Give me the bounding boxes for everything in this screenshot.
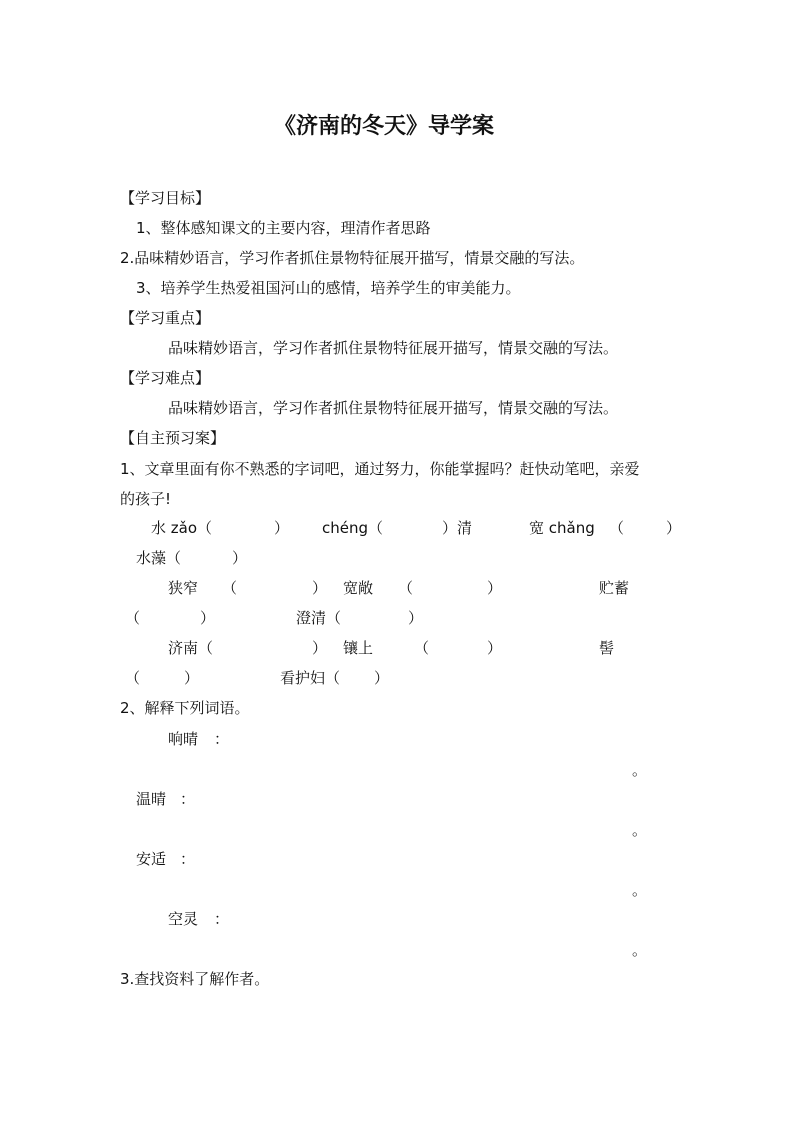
term-colon: ：	[180, 790, 196, 808]
blank-cheng-close: ）清	[442, 519, 473, 537]
blank-shui-zao-close: ）	[274, 519, 290, 537]
question-1-line-1: 1、文章里面有你不熟悉的字词吧，通过努力，你能掌握吗？赶快动笔吧，亲爱	[120, 460, 640, 478]
word-cheng-qing: 澄清（	[296, 609, 342, 627]
word-kan-hu-fu: 看护妇（	[280, 669, 341, 687]
blank-ji-close: ）	[184, 669, 200, 687]
blank-kuan-chang-open: （	[609, 519, 625, 537]
blank-shui-zao-word-close: ）	[232, 549, 248, 567]
word-ji: 髻	[599, 639, 615, 657]
blank-xiang-shang-close: ）	[487, 639, 503, 657]
objective-item-3: 3、培养学生热爱祖国河山的感情，培养学生的审美能力。	[136, 279, 521, 297]
blank-ji-nan-close: ）	[312, 639, 328, 657]
blank-xiang-shang-open: （	[414, 639, 430, 657]
blank-xia-zhai-close: ）	[312, 579, 328, 597]
term-colon: ：	[180, 850, 196, 868]
blank-cheng-qing-close: ）	[408, 609, 424, 627]
blank-kuan-chang-close: ）	[666, 519, 682, 537]
word-zhu-xu: 贮蓄	[599, 579, 630, 597]
key-points-heading: 【学习重点】	[120, 309, 211, 327]
objective-item-2: 2.品味精妙语言，学习作者抓住景物特征展开描写，情景交融的写法。	[120, 249, 585, 267]
blank-kuan-chang-2-open: （	[398, 579, 414, 597]
blank-kuan-chang: 宽 chǎng	[529, 519, 595, 537]
page-title: 《济南的冬天》导学案	[274, 113, 495, 139]
word-ji-nan: 济南（	[168, 639, 214, 657]
term-xiang-qing: 响晴	[168, 730, 199, 748]
term-an-shi: 安适	[136, 850, 167, 868]
word-kuan-chang: 宽敞	[343, 579, 374, 597]
term-kong-ling: 空灵	[168, 910, 199, 928]
answer-period: 。	[632, 821, 648, 839]
answer-period: 。	[632, 941, 648, 959]
term-colon: ：	[214, 730, 230, 748]
difficulties-text: 品味精妙语言，学习作者抓住景物特征展开描写，情景交融的写法。	[168, 399, 619, 417]
preview-heading: 【自主预习案】	[120, 429, 226, 447]
question-2: 2、解释下列词语。	[120, 699, 250, 717]
objective-item-1: 1、整体感知课文的主要内容，理清作者思路	[136, 219, 431, 237]
blank-shui-zao-open: 水 zǎo（	[151, 519, 213, 537]
blank-ji-open: （	[125, 669, 141, 687]
question-1-line-2: 的孩子!	[120, 490, 172, 508]
blank-cheng-open: chéng（	[322, 519, 384, 537]
blank-xia-zhai-open: （	[222, 579, 238, 597]
word-xia-zhai: 狭窄	[168, 579, 199, 597]
term-wen-qing: 温晴	[136, 790, 167, 808]
blank-kan-hu-fu-close: ）	[374, 669, 390, 687]
answer-period: 。	[632, 761, 648, 779]
key-points-text: 品味精妙语言，学习作者抓住景物特征展开描写，情景交融的写法。	[168, 339, 619, 357]
blank-shui-zao-word: 水藻（	[136, 549, 182, 567]
answer-period: 。	[632, 881, 648, 899]
term-colon: ：	[214, 910, 230, 928]
word-xiang-shang: 镶上	[343, 639, 374, 657]
question-3: 3.查找资料了解作者。	[120, 970, 270, 988]
objectives-heading: 【学习目标】	[120, 189, 211, 207]
blank-zhu-xu-close: ）	[200, 609, 216, 627]
blank-zhu-xu-open: （	[125, 609, 141, 627]
blank-kuan-chang-2-close: ）	[487, 579, 503, 597]
difficulties-heading: 【学习难点】	[120, 369, 211, 387]
